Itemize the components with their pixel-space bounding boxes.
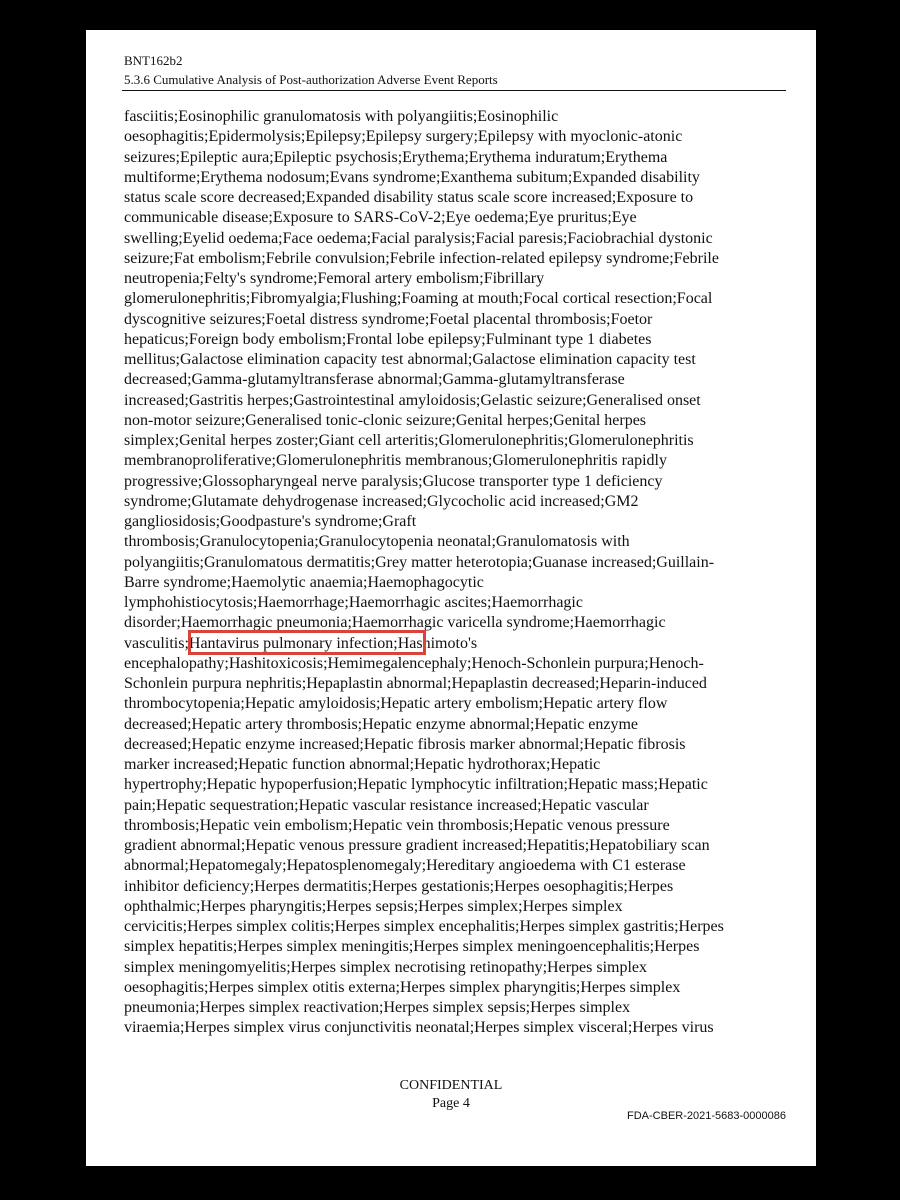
- body-text-line: simplex meningomyelitis;Herpes simplex necrotising retinopathy;Herpes simplex: [124, 958, 648, 976]
- body-text-line: glomerulonephritis;Fibromyalgia;Flushing;Foaming at mouth;Focal cortical resection;Focal: [124, 290, 713, 308]
- body-text-line: thrombosis;Hepatic vein embolism;Hepatic vein thrombosis;Hepatic venous pressure: [124, 816, 670, 834]
- body-text-line: pain;Hepatic sequestration;Hepatic vascular resistance increased;Hepatic vascular: [124, 796, 649, 814]
- document-id: BNT162b2: [124, 53, 183, 68]
- body-text-line: Barre syndrome;Haemolytic anaemia;Haemophagocytic: [124, 573, 484, 591]
- section-title: 5.3.6 Cumulative Analysis of Post-authorization Adverse Event Reports: [124, 72, 498, 87]
- body-text-line: dyscognitive seizures;Foetal distress syndrome;Foetal placental thrombosis;Foetor: [124, 310, 653, 328]
- body-text-line: simplex hepatitis;Herpes simplex meningitis;Herpes simplex meningoencephalitis;Herpes: [124, 938, 700, 956]
- body-text-line: ophthalmic;Herpes pharyngitis;Herpes sepsis;Herpes simplex;Herpes simplex: [124, 897, 623, 915]
- body-text-line: membranoproliferative;Glomerulonephritis membranous;Glomerulonephritis rapidly: [124, 452, 667, 470]
- body-text-line: decreased;Hepatic artery thrombosis;Hepatic enzyme abnormal;Hepatic enzyme: [124, 715, 638, 733]
- body-text-line: thrombocytopenia;Hepatic amyloidosis;Hepatic artery embolism;Hepatic artery flow: [124, 695, 668, 713]
- body-text-line: Schonlein purpura nephritis;Hepaplastin abnormal;Hepaplastin decreased;Heparin-induced: [124, 675, 707, 692]
- body-text-line: vasculitis;Hantavirus pulmonary infection;Hashimoto's: [124, 634, 478, 652]
- body-text-line: non-motor seizure;Generalised tonic-clonic seizure;Genital herpes;Genital herpes: [124, 411, 647, 429]
- body-text-line: thrombosis;Granulocytopenia;Granulocytopenia neonatal;Granulomatosis with: [124, 533, 630, 551]
- adverse-event-terms-list: [124, 107, 804, 1039]
- body-text-line: neutropenia;Felty's syndrome;Femoral artery embolism;Fibrillary: [124, 270, 545, 287]
- body-text-line: inhibitor deficiency;Herpes dermatitis;Herpes gestationis;Herpes oesophagitis;Herpes: [124, 877, 674, 895]
- body-text-line: decreased;Hepatic enzyme increased;Hepatic fibrosis marker abnormal;Hepatic fibrosis: [124, 735, 686, 753]
- body-text-line: seizure;Fat embolism;Febrile convulsion;Febrile infection-related epilepsy syndrome;Febrile: [124, 249, 719, 267]
- body-text-line: oesophagitis;Herpes simplex otitis externa;Herpes simplex pharyngitis;Herpes simplex: [124, 978, 681, 996]
- body-text-line: fasciitis;Eosinophilic granulomatosis with polyangiitis;Eosinophilic: [124, 108, 559, 125]
- body-text-line: simplex;Genital herpes zoster;Giant cell arteritis;Glomerulonephritis;Glomerulonephritis: [124, 432, 694, 449]
- body-text-line: hepaticus;Foreign body embolism;Frontal lobe epilepsy;Fulminant type 1 diabetes: [124, 330, 652, 348]
- confidential-label: CONFIDENTIAL: [399, 1078, 503, 1093]
- body-text-line: polyangiitis;Granulomatous dermatitis;Grey matter heterotopia;Guanase increased;Guillain-: [124, 553, 715, 571]
- body-text-line: progressive;Glossopharyngeal nerve paralysis;Glucose transporter type 1 deficiency: [124, 472, 663, 490]
- highlight-annotation-box: [188, 630, 426, 655]
- body-text-line: viraemia;Herpes simplex virus conjunctivitis neonatal;Herpes simplex visceral;Herpes virus: [124, 1019, 714, 1037]
- body-text-line: marker increased;Hepatic function abnormal;Hepatic hydrothorax;Hepatic: [124, 756, 601, 773]
- body-text-line: status scale score decreased;Expanded disability status scale score increased;Exposure to: [124, 189, 694, 206]
- body-text-line: gradient abnormal;Hepatic venous pressure gradient increased;Hepatitis;Hepatobiliary scan: [124, 837, 710, 854]
- body-text-line: swelling;Eyelid oedema;Face oedema;Facial paralysis;Facial paresis;Faciobrachial dystonic: [124, 229, 713, 247]
- body-text-line: disorder;Haemorrhagic pneumonia;Haemorrhagic varicella syndrome;Haemorrhagic: [124, 614, 666, 632]
- body-text-line: syndrome;Glutamate dehydrogenase increased;Glycocholic acid increased;GM2: [124, 492, 639, 510]
- body-text-line: lymphohistiocytosis;Haemorrhage;Haemorrhagic ascites;Haemorrhagic: [124, 594, 583, 611]
- body-text-line: abnormal;Hepatomegaly;Hepatosplenomegaly;Hereditary angioedema with C1 esterase: [124, 857, 686, 875]
- body-text-line: decreased;Gamma-glutamyltransferase abnormal;Gamma-glutamyltransferase: [124, 371, 625, 389]
- body-text-line: mellitus;Galactose elimination capacity test abnormal;Galactose elimination capacity test: [124, 351, 696, 368]
- body-text-line: seizures;Epileptic aura;Epileptic psychosis;Erythema;Erythema induratum;Erythema: [124, 148, 668, 166]
- header-divider: [122, 90, 786, 91]
- body-text-line: increased;Gastritis herpes;Gastrointestinal amyloidosis;Gelastic seizure;Generalised onset: [124, 391, 701, 409]
- body-text-line: gangliosidosis;Goodpasture's syndrome;Graft: [124, 513, 417, 530]
- body-text-line: communicable disease;Exposure to SARS-CoV-2;Eye oedema;Eye pruritus;Eye: [124, 209, 637, 227]
- body-text-line: pneumonia;Herpes simplex reactivation;Herpes simplex sepsis;Herpes simplex: [124, 999, 631, 1016]
- document-page: [86, 30, 816, 1166]
- body-text-line: oesophagitis;Epidermolysis;Epilepsy;Epilepsy surgery;Epilepsy with myoclonic-atonic: [124, 128, 683, 146]
- document-reference-number: FDA-CBER-2021-5683-0000086: [627, 1110, 786, 1122]
- body-text-line: encephalopathy;Hashitoxicosis;Hemimegalencephaly;Henoch-Schonlein purpura;Henoch-: [124, 654, 704, 672]
- page-number: Page 4: [432, 1096, 470, 1111]
- body-text-line: hypertrophy;Hepatic hypoperfusion;Hepatic lymphocytic infiltration;Hepatic mass;Hepatic: [124, 776, 708, 794]
- body-text-line: cervicitis;Herpes simplex colitis;Herpes simplex encephalitis;Herpes simplex gastritis;Herpes: [124, 918, 724, 935]
- body-text-line: multiforme;Erythema nodosum;Evans syndrome;Exanthema subitum;Expanded disability: [124, 168, 700, 186]
